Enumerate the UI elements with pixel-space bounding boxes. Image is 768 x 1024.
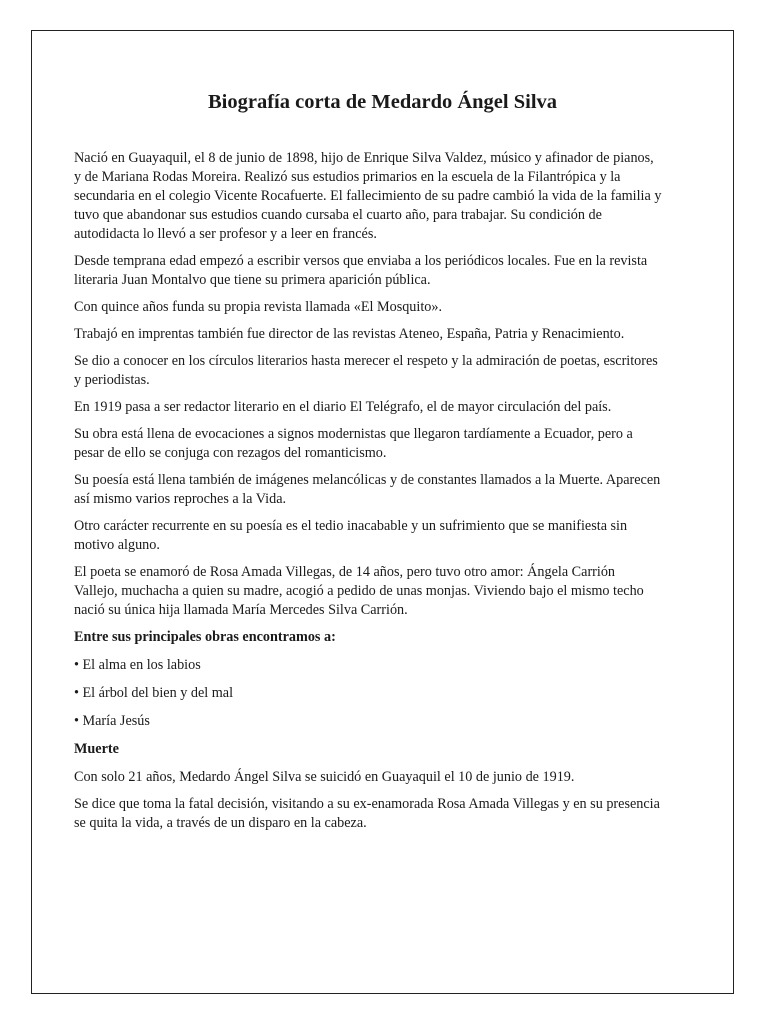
document-page [31,30,734,994]
document-body [74,149,662,841]
paragraph-recognition: Se dio a conocer en los círculos literarios hasta merecer el respeto y la admiración de poetas, escritores y periodistas. [74,353,658,388]
paragraph-birth: Nació en Guayaquil, el 8 de junio de 1898, hijo de Enrique Silva Valdez, músico y afinador de pianos, y de Mariana Rodas Moreira. Realizó sus estudios primarios en la escuela de la Filantrópica y la secundaria en el colegio Vicente Rocafuerte. El fallecimiento de su padre cambió la vida de la familia y tuvo que abandonar sus estudios cuando cursaba el cuarto año, para trabajar. Su condición de autodidacta lo llevó a ser profesor y a leer en francés. [74,150,662,242]
works-list [74,656,662,731]
paragraph-modernism: Su obra está llena de evocaciones a signos modernistas que llegaron tardíamente a Ecuador, pero a pesar de ello se conjuga con rezagos del romanticismo. [74,426,633,461]
death-heading: Muerte [74,741,119,757]
list-item: • María Jesús [74,713,150,729]
paragraph-death-details: Se dice que toma la fatal decisión, visitando a su ex-enamorada Rosa Amada Villegas y en su presencia se quita la vida, a través de un disparo en la cabeza. [74,796,660,831]
paragraph-tedium: Otro carácter recurrente en su poesía es el tedio inacabable y un sufrimiento que se manifiesta sin motivo alguno. [74,518,628,553]
paragraph-death: Con solo 21 años, Medardo Ángel Silva se suicidó en Guayaquil el 10 de junio de 1919. [74,769,575,785]
document-title: Biografía corta de Medardo Ángel Silva [207,91,558,113]
list-item: • El alma en los labios [74,657,201,673]
paragraph-el-telegrafo: En 1919 pasa a ser redactor literario en el diario El Telégrafo, el de mayor circulación del país. [74,399,612,415]
paragraph-love: El poeta se enamoró de Rosa Amada Villegas, de 14 años, pero tuvo otro amor: Ángela Carrión Vallejo, muchacha a quien su madre, acogió a pedido de unas monjas. Viviendo bajo el mismo techo nació su única hija llamada María Mercedes Silva Carrión. [74,564,644,618]
paragraph-early-writing: Desde temprana edad empezó a escribir versos que enviaba a los periódicos locales. Fue en la revista literaria Juan Montalvo que tiene su primera aparición pública. [74,253,648,288]
works-heading: Entre sus principales obras encontramos a: [74,629,336,645]
paragraph-melancholy: Su poesía está llena también de imágenes melancólicas y de constantes llamados a la Muerte. Aparecen así mismo varios reproches a la Vida. [74,472,661,507]
paragraph-el-mosquito: Con quince años funda su propia revista llamada «El Mosquito». [74,299,443,315]
paragraph-magazines: Trabajó en imprentas también fue director de las revistas Ateneo, España, Patria y Renacimiento. [74,326,625,342]
list-item: • El árbol del bien y del mal [74,685,234,701]
